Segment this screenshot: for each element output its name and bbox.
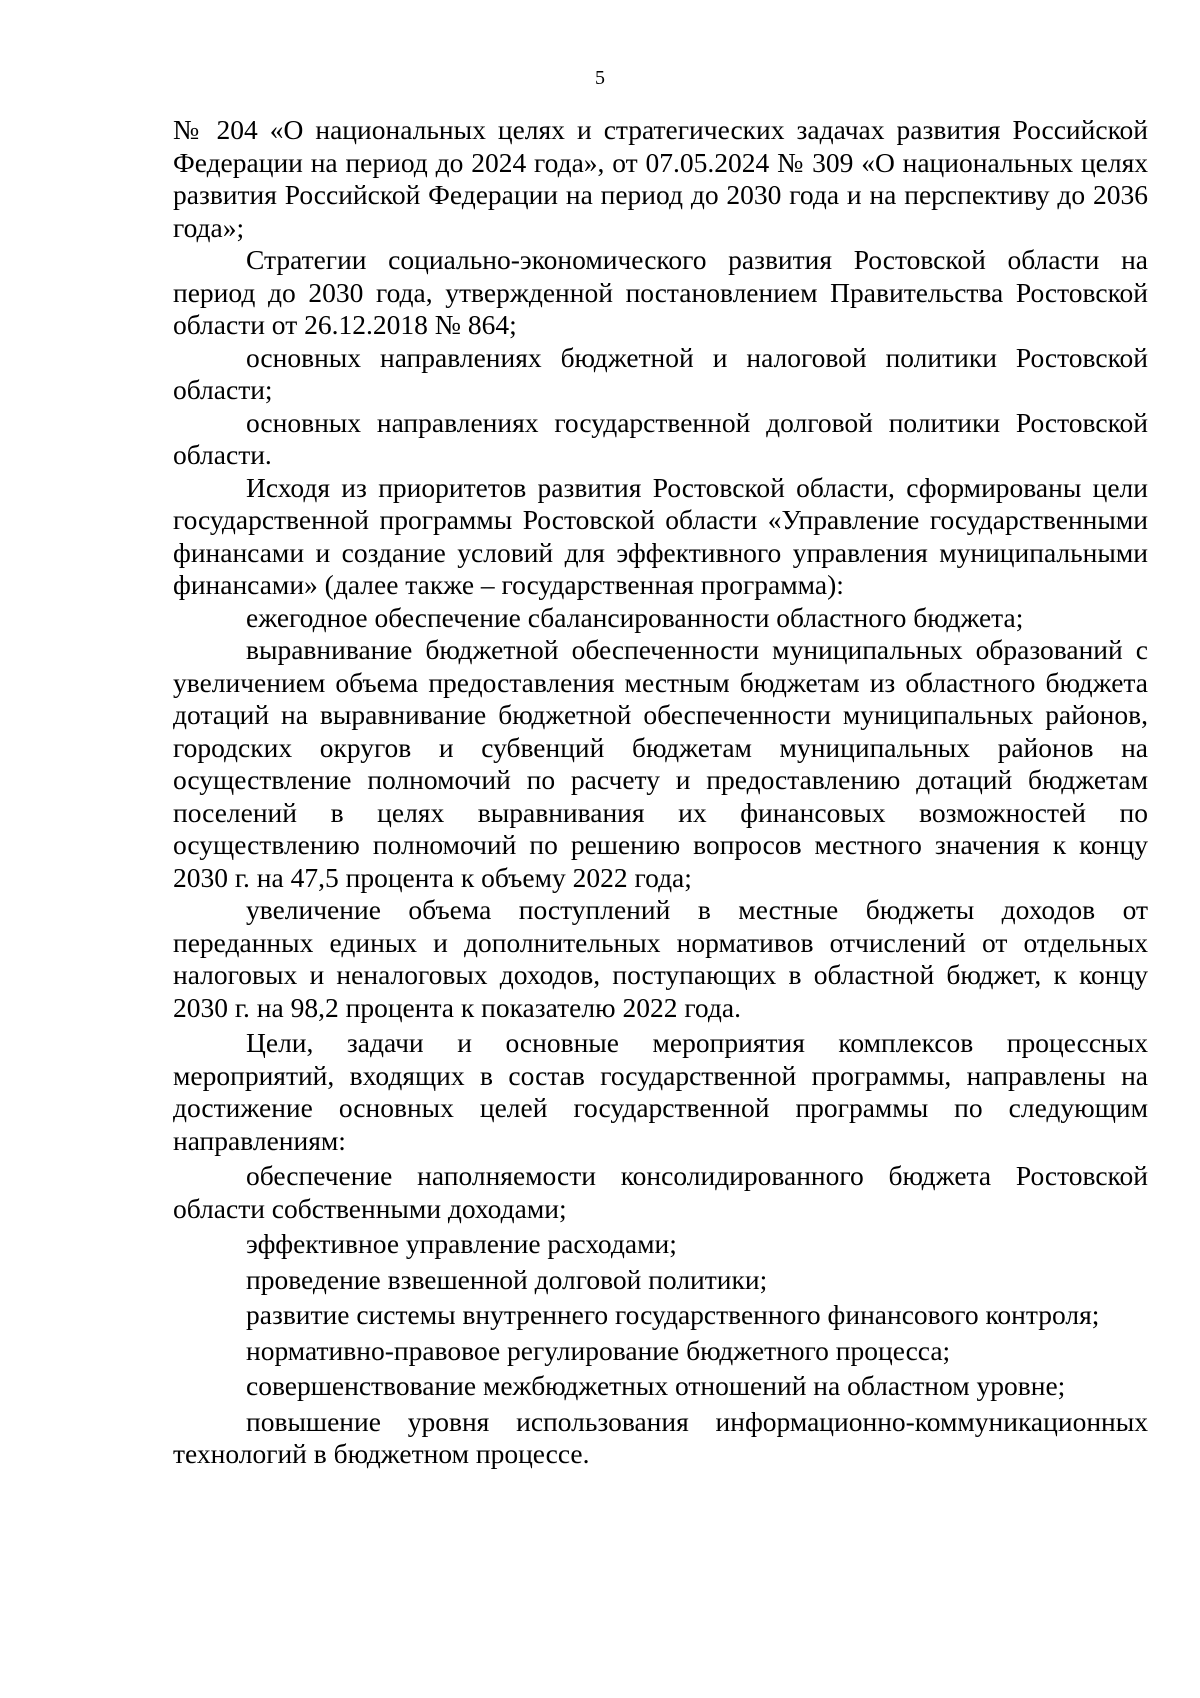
- paragraph-goal-budget-balance: ежегодное обеспечение сбалансированности областного бюджета;: [246, 601, 1024, 633]
- paragraph-direction-ict: повышение уровня использования информационно-коммуникационных технологий в бюджетном процессе.: [173, 1405, 1148, 1469]
- paragraph-decree-reference: № 204 «О национальных целях и стратегических задачах развития Российской Федерации на период до 2024 года», от 07.05.2024 № 309 «О национальных целях развития Российской Федерации на период до 2030 года и на перспективу до 2036 года»;: [173, 114, 1148, 243]
- paragraph-direction-control: развитие системы внутреннего государственного финансового контроля;: [246, 1299, 1100, 1330]
- paragraph-goal-equalization: выравнивание бюджетной обеспеченности муниципальных образований с увеличением объема предоставления местным бюджетам из областного бюджета дотаций на выравнивание бюджетной обеспеченности муниципальных районов, городских округов и субвенций бюджетам муниципальных районов на осуществление полномочий по расчету и предоставлению дотаций бюджетам поселений в целях выравнивания их финансовых возможностей по осуществлению полномочий по решению вопросов местного значения к концу 2030 г. на 47,5 процента к объему 2022 года;: [173, 634, 1148, 893]
- paragraph-debt-policy: основных направлениях государственной долговой политики Ростовской области.: [173, 406, 1148, 470]
- paragraph-direction-regulation: нормативно-правовое регулирование бюджетного процесса;: [246, 1334, 951, 1366]
- page-number: 5: [595, 67, 605, 89]
- document-body: [173, 114, 1148, 1471]
- paragraph-directions-intro: Цели, задачи и основные мероприятия комплексов процессных мероприятий, входящих в состав государственной программы, направлены на достижение основных целей государственной программы по следующим направлениям:: [173, 1027, 1148, 1156]
- paragraph-direction-debt: проведение взвешенной долговой политики;: [246, 1263, 768, 1295]
- paragraph-direction-expenses: эффективное управление расходами;: [246, 1228, 677, 1259]
- paragraph-direction-revenue: обеспечение наполняемости консолидированного бюджета Ростовской области собственными доходами;: [173, 1160, 1148, 1224]
- paragraph-budget-tax-policy: основных направлениях бюджетной и налоговой политики Ростовской области;: [173, 341, 1148, 405]
- paragraph-program-goals-intro: Исходя из приоритетов развития Ростовской области, сформированы цели государственной программы Ростовской области «Управление государственными финансами и создание условий для эффективного управления муниципальными финансами» (далее также – государственная программа):: [173, 471, 1148, 600]
- paragraph-strategy: Стратегии социально-экономического развития Ростовской области на период до 2030 года, утвержденной постановлением Правительства Ростовской области от 26.12.2018 № 864;: [173, 244, 1148, 340]
- paragraph-goal-local-revenue: увеличение объема поступлений в местные бюджеты доходов от переданных единых и дополнительных нормативов отчислений от отдельных налоговых и неналоговых доходов, поступающих в областной бюджет, к концу 2030 г. на 98,2 процента к показателю 2022 года.: [173, 894, 1148, 1023]
- paragraph-direction-interbudget: совершенствование межбюджетных отношений на областном уровне;: [246, 1370, 1066, 1401]
